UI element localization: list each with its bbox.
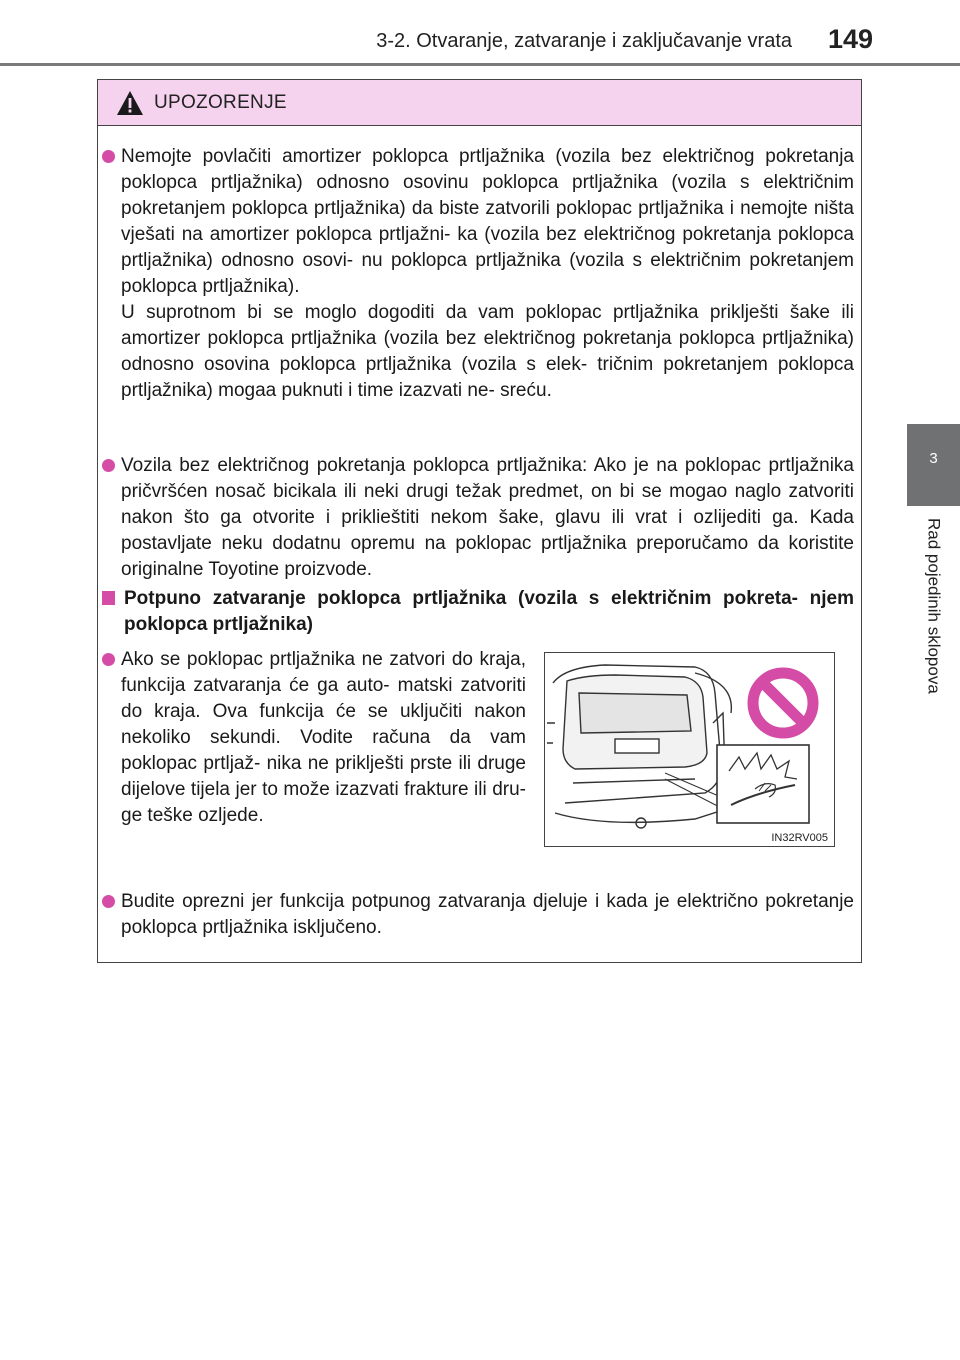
section-bullet-text: Budite oprezni jer funkcija potpunog zatvaranja djeluje i kada je električno pokretanje poklopca prtljažnika isključeno. <box>121 891 854 938</box>
tailgate-illustration <box>544 652 835 847</box>
section-bullet <box>102 647 526 829</box>
bullet-paragraph: Vozila bez električnog pokretanja poklopca prtljažnika: Ako je na poklopac prtljažnika pričvršćen nosač bicikala ili neki drugi težak predmet, on bi se mogao naglo zatvoriti nakon što ga otvorite i priklieštiti nekom šake, glavu ili vrat i ozlijediti ga. Kada postavljate neku dodatnu opremu na poklopac prtljažnika preporučamo da koristite originalne Toyotine proizvode. <box>121 455 854 580</box>
bullet-paragraph: Nemojte povlačiti amortizer poklopca prtljažnika (vozila bez električnog pokretanja poklopca prtljažnika) odnosno osovinu poklopca prtljažnika (vozila s električnim pokretanjem poklopca prtljažnika) da biste zatvorili poklopac prtljažnika i nemojte ništa vješati na amortizer poklopca prtljažni- ka (vozila bez električnog pokretanja poklopca prtljažnika) odnosno osovi- nu poklopca prtljažnika (vozila s električnim pokretanjem poklopca prtljažnika). <box>121 146 854 297</box>
section-bullet <box>102 889 854 941</box>
warning-title: UPOZORENJE <box>154 91 287 113</box>
bullet-dot <box>102 653 115 666</box>
heading-square-icon <box>102 591 115 605</box>
bullet-paragraph: U suprotnom bi se moglo dogoditi da vam poklopac prtljažnika priklješti šake ili amortizer poklopca prtljažnika (vozila bez električnog pokretanja poklopca prtljažnika) odnosno osovina poklopca prtljažnika (vozila s elek- tričnim pokretanjem poklopca prtljažnika) mogaa puknuti i time izazvati ne- sreću. <box>121 302 854 401</box>
figure-code: IN32RV005 <box>771 832 828 844</box>
section-heading-text: Potpuno zatvaranje poklopca prtljažnika (vozila s električnim pokreta- njem poklopca prtljažnika) <box>124 588 854 635</box>
section-bullet-text: Ako se poklopac prtljažnika ne zatvori do kraja, funkcija zatvaranja će ga auto- matski zatvoriti do kraja. Ova funkcija će se uključiti nakon nekoliko sekundi. Vodite računa da vam poklopac prtljaž- nika ne priklješti prste ili druge dijelove tijela jer to može izazvati frakture ili dru- ge teške ozljede. <box>121 649 526 826</box>
warning-triangle-icon <box>116 90 144 116</box>
chapter-title: Rad pojedinih sklopova <box>924 518 944 694</box>
page-number: 149 <box>828 24 874 54</box>
section-title: 3-2. Otvaranje, zatvaranje i zaključavanje vrata <box>376 30 792 52</box>
bullet-dot <box>102 150 115 163</box>
warning-bullet <box>102 144 854 404</box>
chapter-number: 3 <box>929 450 938 467</box>
bullet-dot <box>102 895 115 908</box>
warning-header <box>98 80 861 126</box>
warning-bullet <box>102 453 854 583</box>
chapter-tab[interactable] <box>907 424 960 506</box>
header-rule <box>0 63 960 66</box>
car-tailgate-illustration <box>545 653 834 846</box>
bullet-dot <box>102 459 115 472</box>
section-heading <box>102 586 854 638</box>
